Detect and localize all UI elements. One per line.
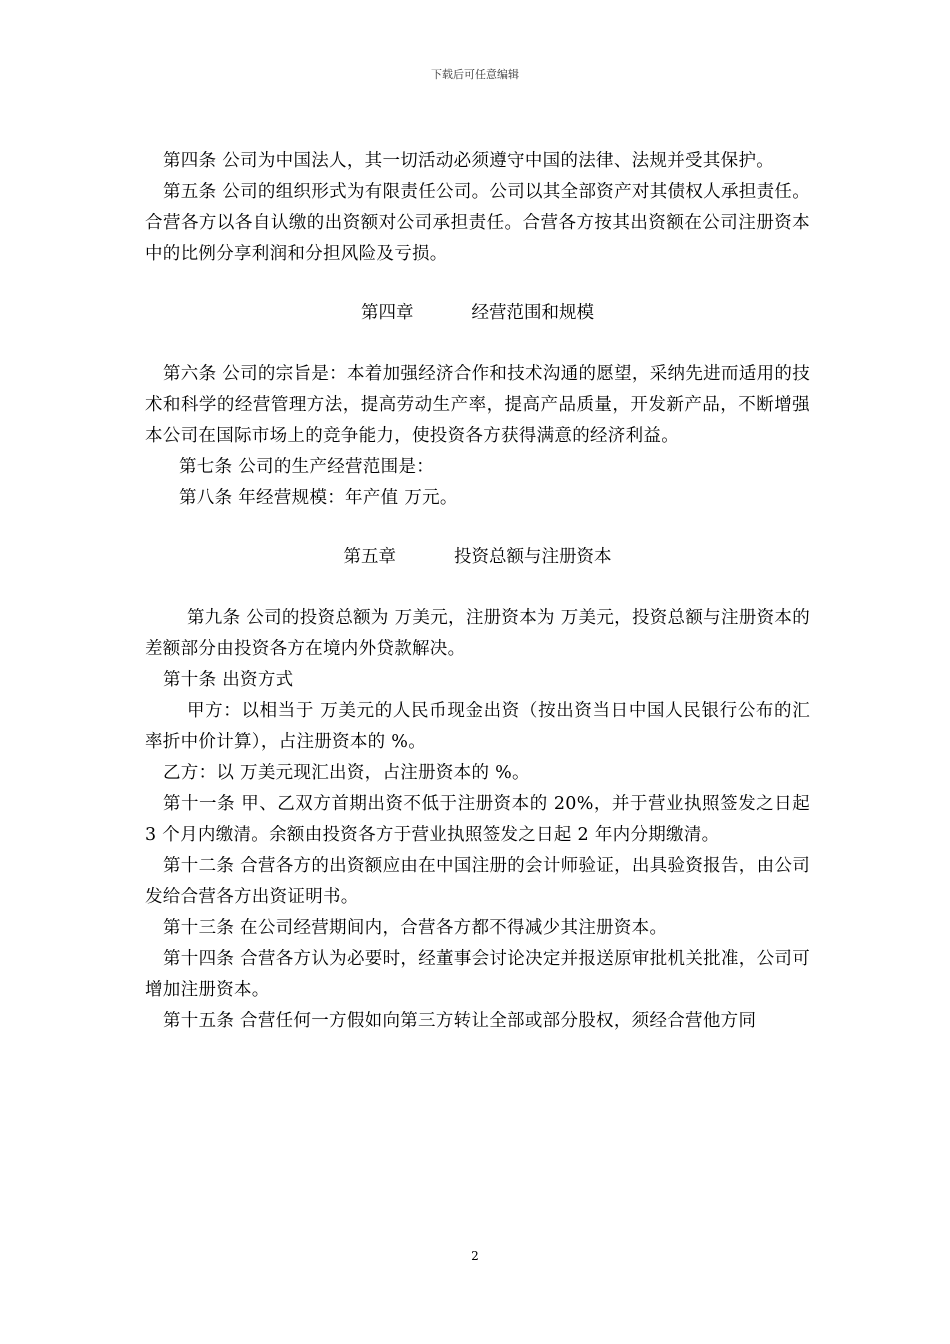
article-13: 第十三条 在公司经营期间内，合营各方都不得减少其注册资本。 — [163, 918, 668, 938]
spacer — [145, 329, 810, 359]
spacer — [145, 573, 810, 603]
chapter-4-heading — [145, 298, 810, 329]
article-9: 第九条 公司的投资总额为 万美元，注册资本为 万美元，投资总额与注册资本的差额部分由投资各方在境内外贷款解决。 — [145, 608, 810, 659]
article-14: 第十四条 合营各方认为必要时，经董事会讨论决定并报送原审批机关批准，公司可增加注册资本。 — [145, 949, 810, 1000]
article-11: 第十一条 甲、乙双方首期出资不低于注册资本的 20%，并于营业执照签发之日起 3 个月内缴清。余额由投资各方于营业执照签发之日起 2 年内分期缴清。 — [145, 794, 810, 845]
party-b-contribution: 乙方：以 万美元现汇出资，占注册资本的 %。 — [163, 763, 530, 783]
page-number: 2 — [471, 1249, 479, 1263]
article-5: 第五条 公司的组织形式为有限责任公司。公司以其全部资产对其债权人承担责任。合营各方以各自认缴的出资额对公司承担责任。合营各方按其出资额在公司注册资本中的比例分享利润和分担风险及亏损。 — [145, 182, 810, 264]
article-10: 第十条 出资方式 — [163, 670, 294, 690]
party-a-contribution: 甲方：以相当于 万美元的人民币现金出资（按出资当日中国人民银行公布的汇率折中价计算），占注册资本的 %。 — [145, 701, 810, 752]
article-8: 第八条 年经营规模：年产值 万元。 — [179, 488, 458, 508]
chapter-5-title: 投资总额与注册资本 — [454, 547, 612, 567]
article-6: 第六条 公司的宗旨是：本着加强经济合作和技术沟通的愿望，采纳先进而适用的技术和科学的经营管理方法，提高劳动生产率，提高产品质量，开发新产品，不断增强本公司在国际市场上的竞争能力，使投资各方获得满意的经济利益。 — [145, 364, 810, 446]
article-7: 第七条 公司的生产经营范围是： — [179, 457, 435, 477]
article-4: 第四条 公司为中国法人，其一切活动必须遵守中国的法律、法规并受其保护。 — [163, 151, 775, 171]
spacer — [145, 514, 810, 542]
chapter-4-number: 第四章 — [361, 303, 414, 323]
document-body — [145, 146, 810, 1037]
article-15: 第十五条 合营任何一方假如向第三方转让全部或部分股权，须经合营他方同 — [163, 1011, 757, 1031]
page-header: 下载后可任意编辑 — [431, 68, 519, 81]
spacer — [145, 270, 810, 298]
article-12: 第十二条 合营各方的出资额应由在中国注册的会计师验证，出具验资报告，由公司发给合营各方出资证明书。 — [145, 856, 810, 907]
chapter-5-heading — [145, 542, 810, 573]
chapter-4-title: 经营范围和规模 — [471, 303, 594, 323]
chapter-5-number: 第五章 — [343, 547, 396, 567]
